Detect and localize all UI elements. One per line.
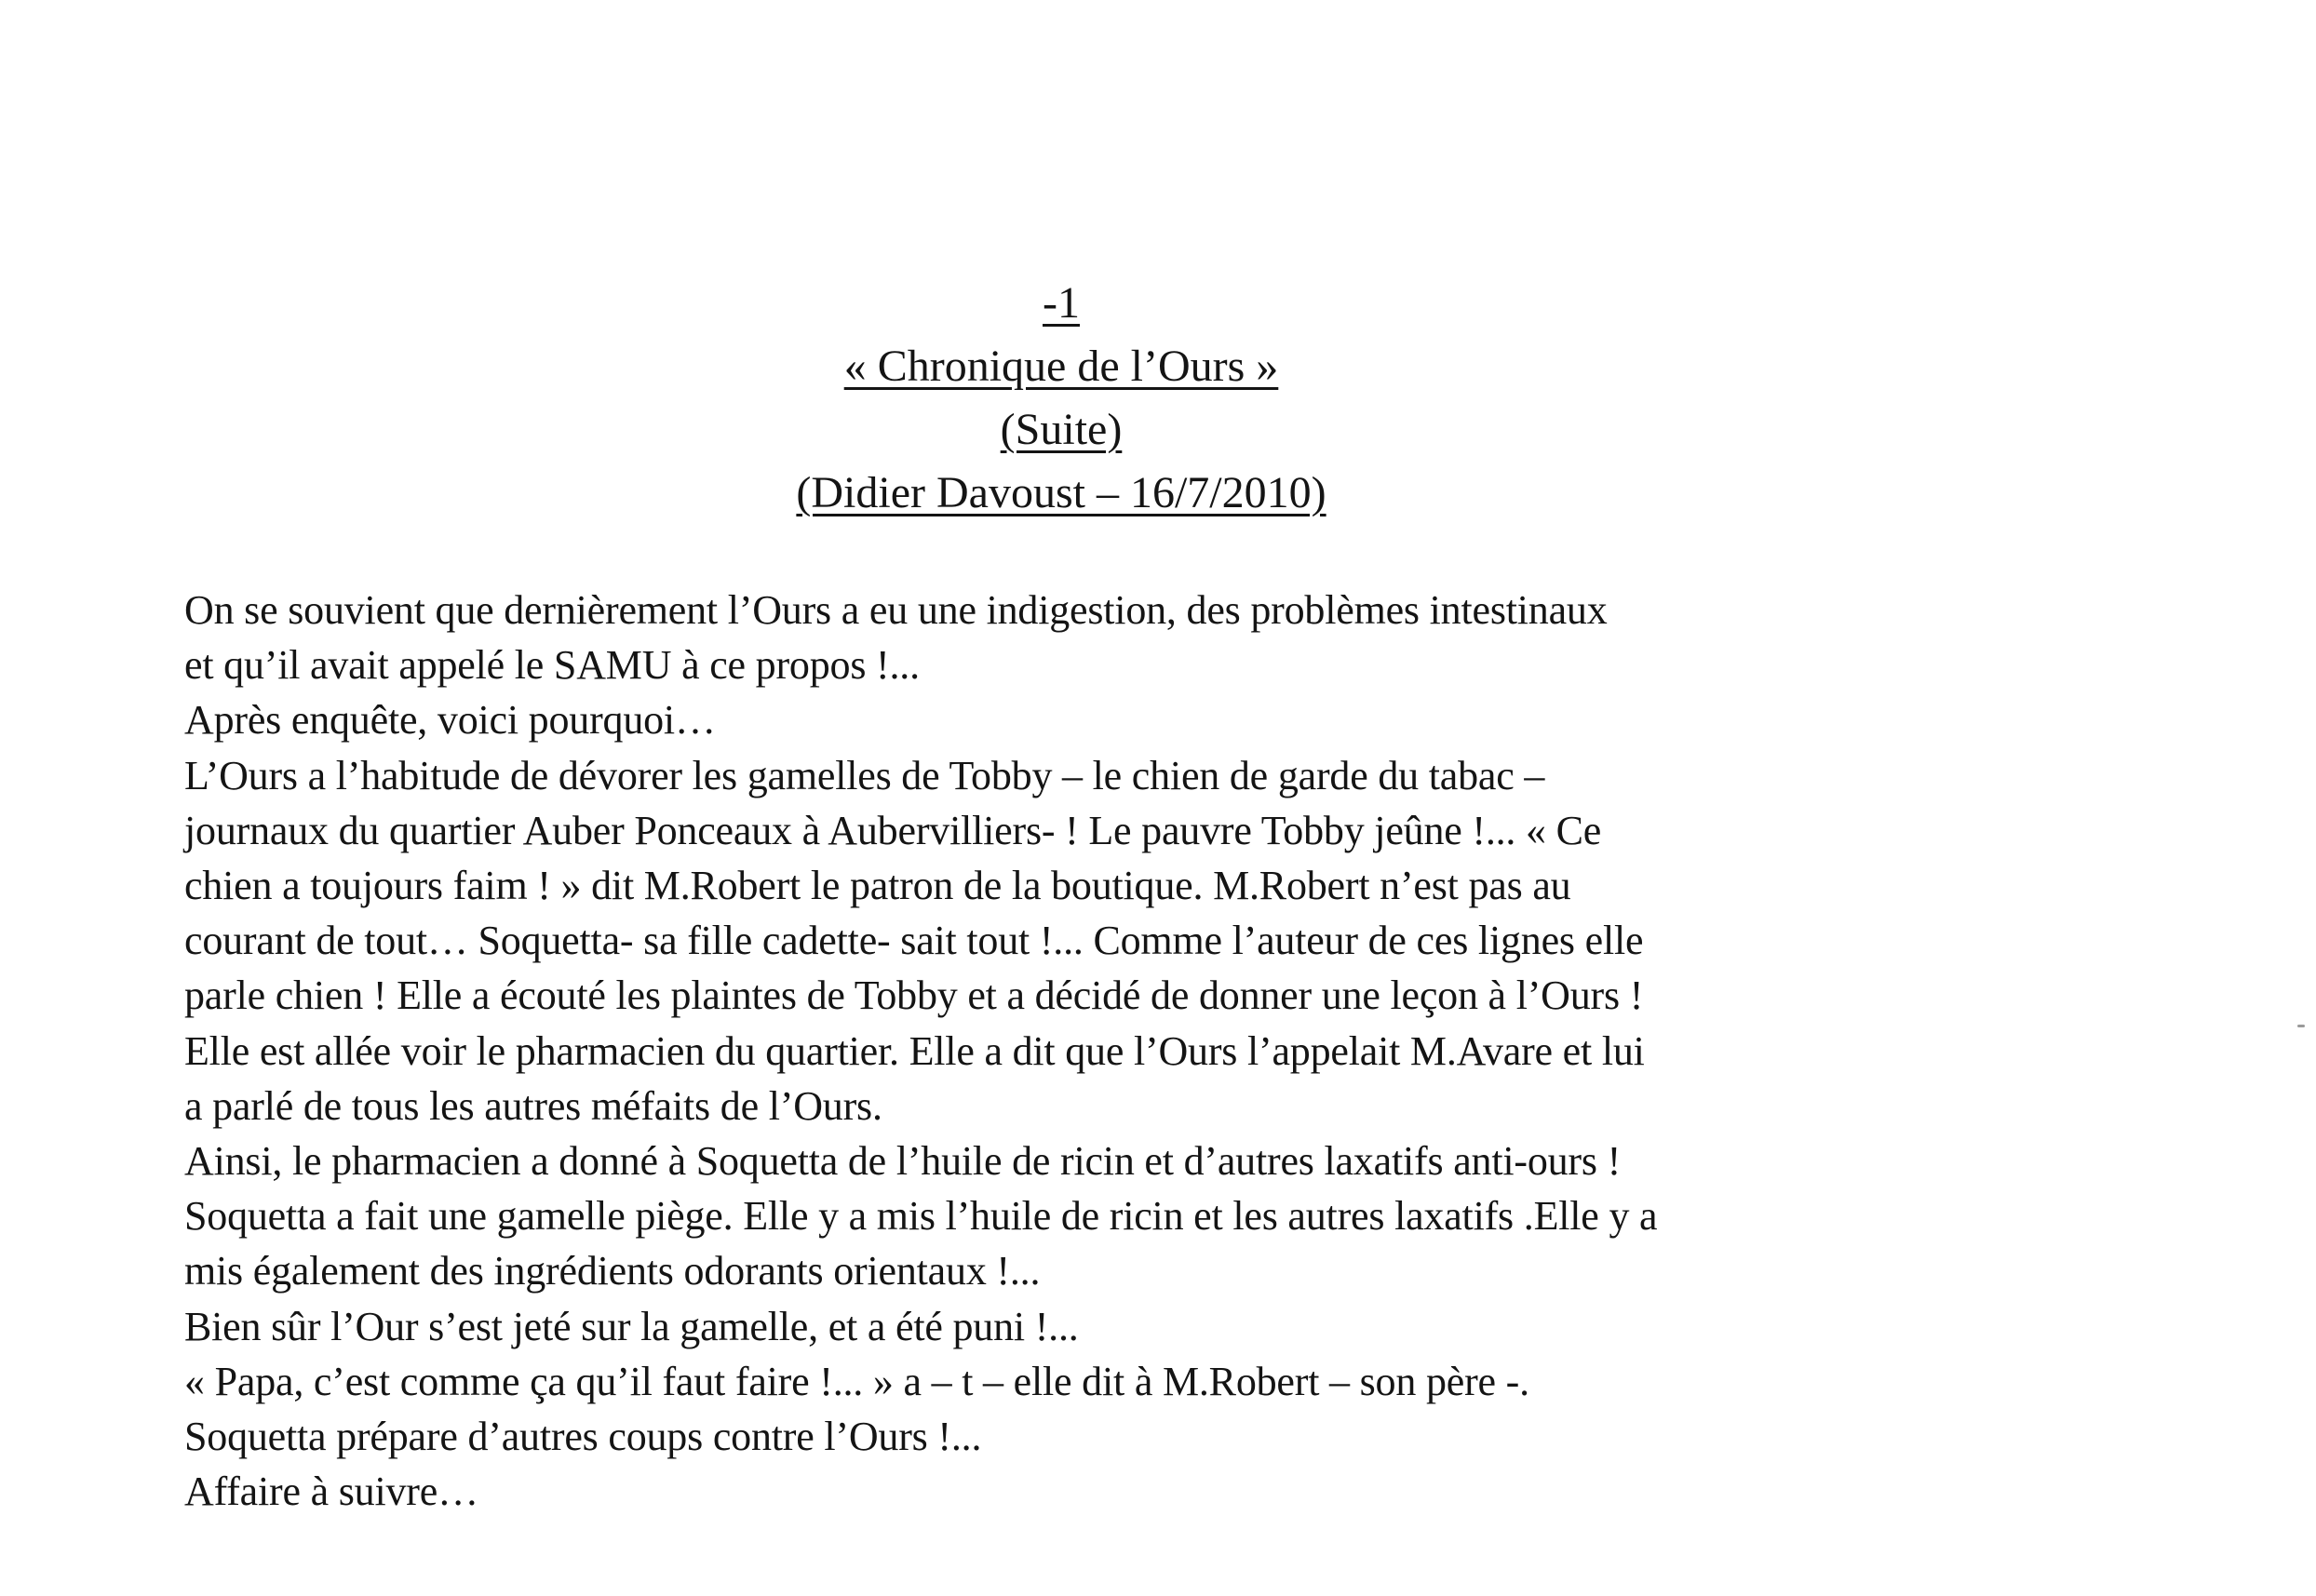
page-number: -1 (1043, 278, 1080, 328)
scan-speck (2297, 1025, 2305, 1027)
body-line: Ainsi, le pharmacien a donné à Soquetta de l’huile de ricin et d’autres laxatifs anti-ours ! (184, 1138, 1622, 1185)
body-line: Affaire à suivre… (184, 1469, 478, 1515)
body-line: Bien sûr l’Our s’est jeté sur la gamelle, et a été puni !... (184, 1303, 1079, 1349)
document-header (0, 272, 2122, 525)
body-line: journaux du quartier Auber Ponceaux à Aubervilliers- ! Le pauvre Tobby jeûne !... « Ce (184, 807, 1602, 853)
body-line: et qu’il avait appelé le SAMU à ce propos !... (184, 642, 920, 689)
body-line: parle chien ! Elle a écouté les plaintes de Tobby et a décidé de donner une leçon à l’Ours ! (184, 972, 1644, 1019)
body-line: L’Ours a l’habitude de dévorer les gamelles de Tobby – le chien de garde du tabac – (184, 752, 1545, 798)
body-line: « Papa, c’est comme ça qu’il faut faire !... » a – t – elle dit à M.Robert – son père -. (184, 1358, 1529, 1404)
body-line: mis également des ingrédients odorants orientaux !... (184, 1248, 1041, 1294)
body-line: Elle est allée voir le pharmacien du quartier. Elle a dit que l’Ours l’appelait M.Avare et lui (184, 1027, 1645, 1074)
body-line: Après enquête, voici pourquoi… (184, 697, 716, 744)
body-line: courant de tout… Soquetta- sa fille cadette- sait tout !... Comme l’auteur de ces lignes elle (184, 918, 1644, 964)
document-body (184, 583, 2139, 1519)
document-subtitle: (Suite) (1000, 405, 1123, 454)
author-date: (Didier Davoust – 16/7/2010) (796, 468, 1326, 517)
body-line: Soquetta prépare d’autres coups contre l’Ours !... (184, 1414, 982, 1460)
body-line: a parlé de tous les autres méfaits de l’Ours. (184, 1082, 882, 1129)
body-line: Soquetta a fait une gamelle piège. Elle y a mis l’huile de ricin et les autres laxatifs .Elle y a (184, 1193, 1658, 1240)
body-line: On se souvient que dernièrement l’Ours a eu une indigestion, des problèmes intestinaux (184, 587, 1608, 633)
document-title: « Chronique de l’Ours » (843, 342, 1279, 391)
body-line: chien a toujours faim ! » dit M.Robert le patron de la boutique. M.Robert n’est pas au (184, 863, 1571, 909)
